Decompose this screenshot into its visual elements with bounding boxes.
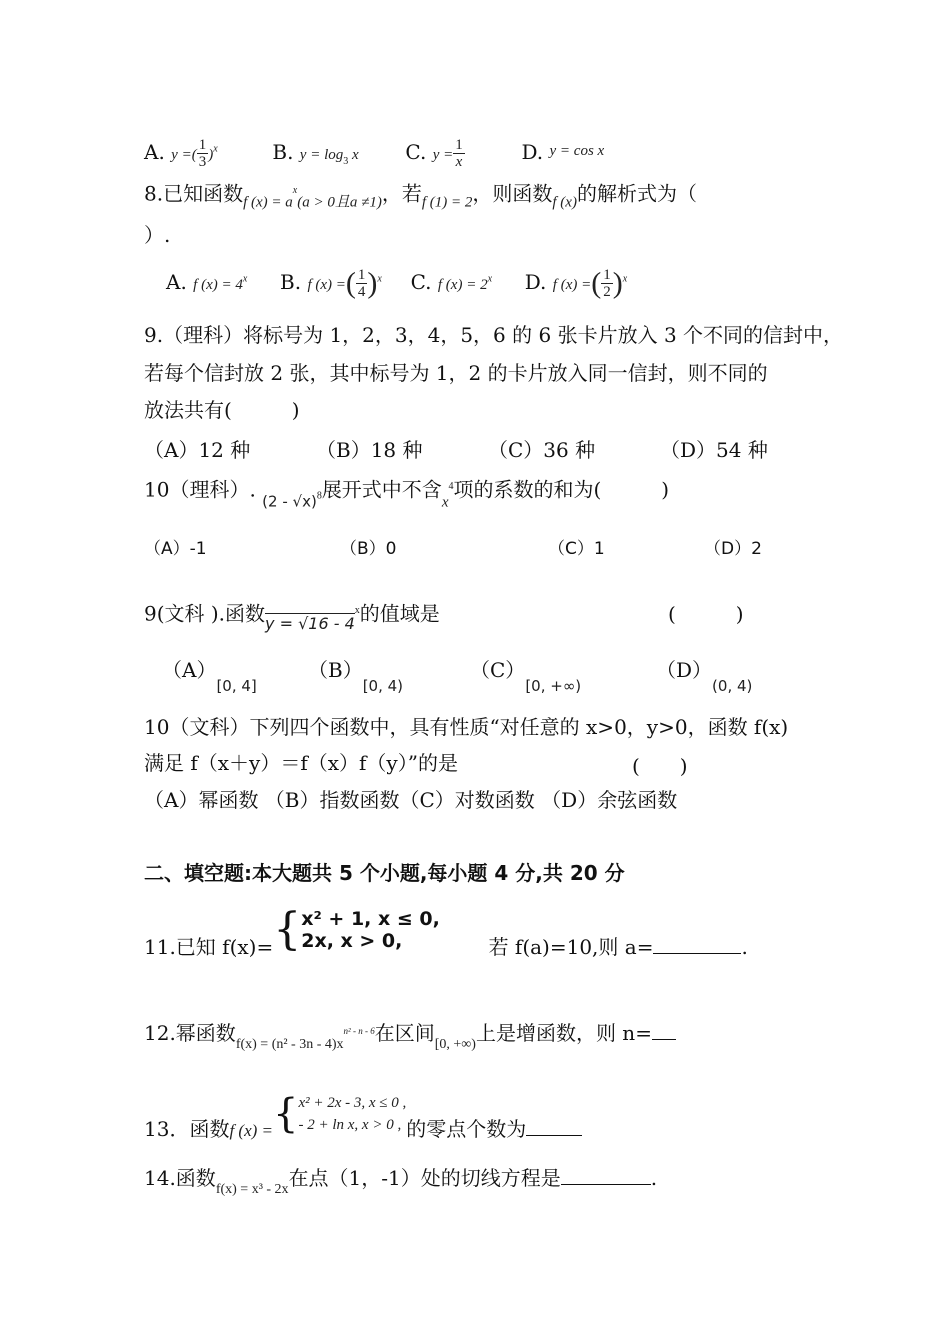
q13-stem: 13．函数$_{f (x) =}${ x² + 2x - 3, x ≤ 0 , - 2 + ln x, x > 0 , 的零点个数为 xyxy=(144,1092,582,1142)
q13-answer-blank[interactable] xyxy=(526,1115,582,1136)
q7-options xyxy=(144,136,604,175)
q10-science-option-d: （D）2 xyxy=(704,539,762,559)
q14-answer-blank[interactable] xyxy=(561,1164,651,1185)
q9-arts-option-d: $(D)_{(0, 4)}$ xyxy=(656,658,753,695)
q8-option-c: C. f $(x) = 2^x$ xyxy=(410,269,493,294)
q12-stem: 12.幂函数$_{f(x) = (n^2 - 3n - 4)x}^{n^2 - n - 6}$在区间$_{[0, +\infty)}$上是增函数，则 n= xyxy=(144,1018,676,1058)
q8-option-a: A. f $(x) = 4^x$ xyxy=(166,269,248,294)
q10-science-stem: 10（理科）. $_{(2 - √x)}$8展开式中不含$_x^4$项的系数的和为( ) xyxy=(144,477,670,511)
q7-c-fraction: $\frac{1}{x}$ xyxy=(455,136,463,170)
q9-science-line2: 若每个信封放 2 张，其中标号为 1，2 的卡片放入同一信封，则不同的 xyxy=(144,361,768,385)
q11-stem: 11.已知 f(x)={ x² + 1, x ≤ 0, 2x, x > 0, 若 f(a)=10,则 a= . xyxy=(144,904,748,959)
q9-arts-stem: 9(文科 ).函数$_{y = √16 - 4}^x$的值域是 xyxy=(144,601,440,633)
q14-stem: 14.函数$_{f(x) = x^3 - 2x}$在点（1，-1）处的切线方程是 . xyxy=(144,1166,658,1197)
q8-stem-close: ）. xyxy=(144,223,171,247)
q10-arts-line1: 10（文科）下列四个函数中，具有性质“对任意的 x>0，y>0，函数 f(x) xyxy=(144,715,789,739)
q7-a-fraction: $\frac{1}{3}$ xyxy=(198,136,207,170)
q7-option-d: D. $^{y = cos x}$ xyxy=(521,139,605,164)
q9-science-line3: 放法共有( ) xyxy=(144,398,300,422)
q9-arts-paren: ( ) xyxy=(668,602,744,626)
q10-arts-line2: 满足 f（x＋y）＝f（x）f（y）”的是 xyxy=(144,751,458,775)
q8-stem: 8.已知函数$_{f (x) = a}^x_{(a > 0且a \ne 1)}$，若$_{f (1) = 2}$，则函数$_{f (x)}$的解析式为（ xyxy=(144,181,697,211)
q9-science-option-c: （C）36 种 xyxy=(488,438,596,462)
q9-arts-option-c: $(C)_{[0, +\infty)}$ xyxy=(470,658,582,695)
q8-option-d: D. f (x) =( $\frac{1}{2}$ )$^x$ xyxy=(524,266,628,300)
q8-options xyxy=(166,266,627,300)
q9-science-option-d: （D）54 种 xyxy=(660,438,768,462)
q11-piecewise: x² + 1, x ≤ 0, 2x, x > 0, xyxy=(301,908,440,952)
q13-piecewise: x² + 2x - 3, x ≤ 0 , - 2 + ln x, x > 0 , xyxy=(298,1095,407,1133)
q8-option-b: B. f (x) =( $\frac{1}{4}$ )$^x$ xyxy=(280,266,382,300)
q9-science-option-b: （B）18 种 xyxy=(316,438,423,462)
q10-arts-options: （A）幂函数 （B）指数函数（C）对数函数 （D）余弦函数 xyxy=(144,788,678,812)
q7-option-b: B. $y = \log_3 x$ xyxy=(272,139,359,167)
q10-arts-paren: ( ) xyxy=(632,754,688,778)
q11-answer-blank[interactable] xyxy=(653,933,741,954)
q10-science-option-a: （A）-1 xyxy=(144,539,207,559)
section-2-heading: 二、填空题:本大题共 5 个小题,每小题 4 分,共 20 分 xyxy=(144,861,625,885)
q7-option-a: A. y =( $\frac{1}{3}$ )$^x$ xyxy=(144,136,218,170)
q7-option-c: C. y = $\frac{1}{x}$ xyxy=(405,136,463,170)
q9-arts-option-a: $(A)_{[0, 4]}$ xyxy=(162,658,257,695)
q9-science-option-a: （A）12 种 xyxy=(144,438,251,462)
q9-arts-option-b: $(B)_{[0, 4)}$ xyxy=(308,658,404,695)
q12-answer-blank[interactable] xyxy=(652,1019,676,1040)
q10-science-option-c: （C）1 xyxy=(548,539,605,559)
q10-science-option-b: （B）0 xyxy=(340,539,397,559)
q9-science-line1: 9.（理科）将标号为 1，2，3，4，5，6 的 6 张卡片放入 3 个不同的信封中， xyxy=(144,323,844,347)
